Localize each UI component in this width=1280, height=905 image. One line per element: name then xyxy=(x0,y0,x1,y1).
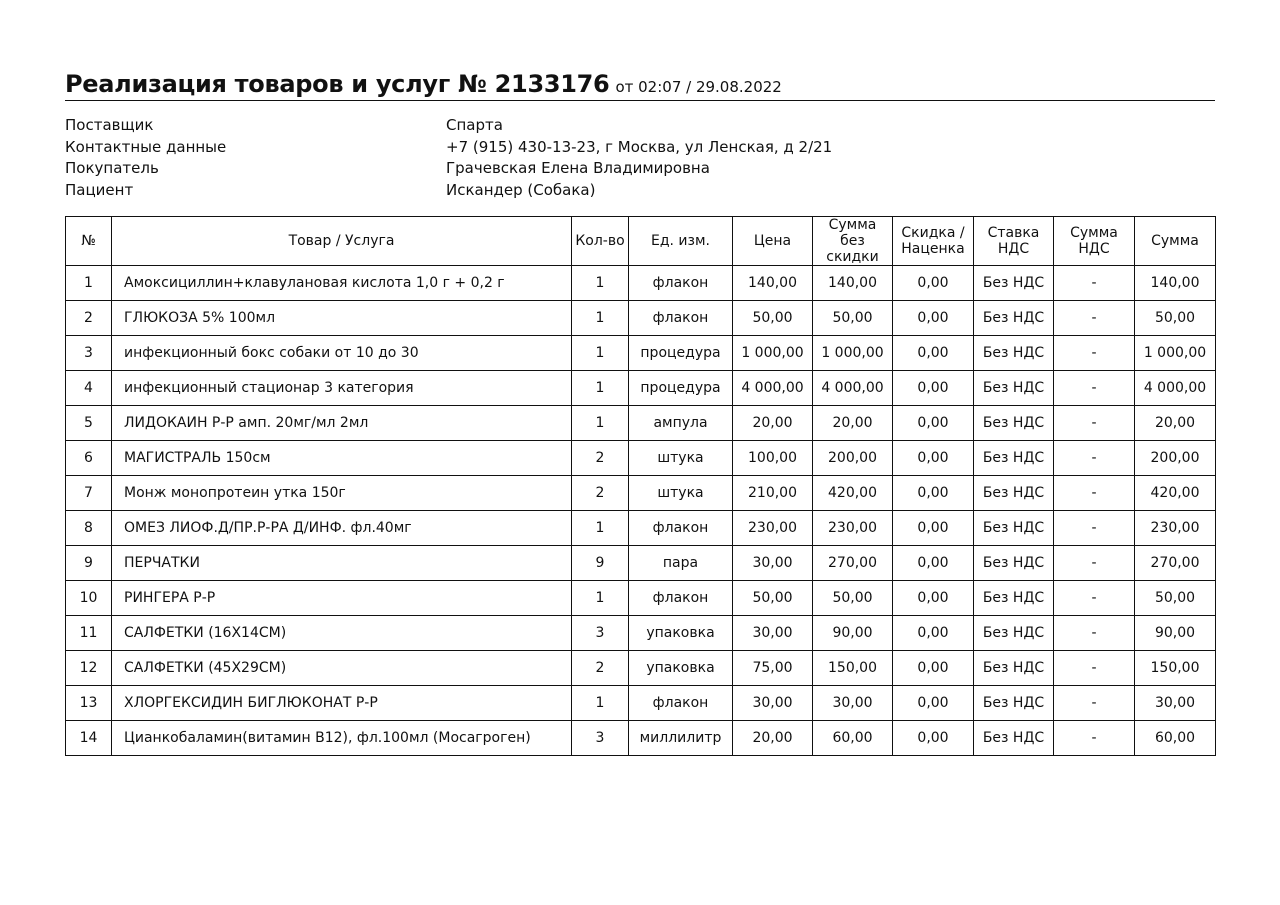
table-cell: 30,00 xyxy=(733,546,813,581)
table-cell: Без НДС xyxy=(974,371,1054,406)
table-cell: 0,00 xyxy=(893,441,974,476)
table-cell: 2 xyxy=(572,441,629,476)
info-label: Покупатель xyxy=(65,159,159,177)
table-cell: 30,00 xyxy=(733,616,813,651)
table-cell: - xyxy=(1054,336,1135,371)
table-cell: 12 xyxy=(66,651,112,686)
table-cell: 1 xyxy=(572,266,629,301)
table-body xyxy=(66,266,1216,756)
table-cell: 7 xyxy=(66,476,112,511)
info-row-buyer xyxy=(65,158,1215,180)
table-cell: 50,00 xyxy=(733,581,813,616)
table-row xyxy=(66,686,1216,721)
table-cell: 90,00 xyxy=(1135,616,1216,651)
info-row-supplier xyxy=(65,115,1215,137)
table-cell: РИНГЕРА Р-Р xyxy=(112,581,572,616)
items-table xyxy=(65,216,1216,756)
info-row-contacts xyxy=(65,137,1215,159)
table-cell: 14 xyxy=(66,721,112,756)
table-cell: Без НДС xyxy=(974,301,1054,336)
table-row xyxy=(66,371,1216,406)
table-cell: 0,00 xyxy=(893,476,974,511)
table-cell: 0,00 xyxy=(893,406,974,441)
table-cell: 1 xyxy=(572,406,629,441)
table-cell: флакон xyxy=(629,581,733,616)
table-cell: 2 xyxy=(66,301,112,336)
table-cell: 50,00 xyxy=(813,301,893,336)
table-cell: ПЕРЧАТКИ xyxy=(112,546,572,581)
table-cell: 50,00 xyxy=(813,581,893,616)
table-cell: 0,00 xyxy=(893,651,974,686)
table-cell: 30,00 xyxy=(733,686,813,721)
table-cell: Без НДС xyxy=(974,511,1054,546)
document-title: Реализация товаров и услуг № 2133176 xyxy=(65,70,610,98)
table-cell: 1 xyxy=(66,266,112,301)
table-cell: флакон xyxy=(629,301,733,336)
info-value: Спарта xyxy=(446,116,503,134)
info-value: Искандер (Собака) xyxy=(446,180,596,199)
table-cell: 270,00 xyxy=(813,546,893,581)
table-cell: 50,00 xyxy=(1135,581,1216,616)
table-cell: флакон xyxy=(629,686,733,721)
table-cell: флакон xyxy=(629,266,733,301)
table-cell: 150,00 xyxy=(1135,651,1216,686)
table-cell: 9 xyxy=(572,546,629,581)
table-cell: - xyxy=(1054,581,1135,616)
table-cell: Без НДС xyxy=(974,406,1054,441)
table-cell: - xyxy=(1054,546,1135,581)
table-cell: - xyxy=(1054,301,1135,336)
table-cell: 150,00 xyxy=(813,651,893,686)
table-cell: 75,00 xyxy=(733,651,813,686)
table-cell: 420,00 xyxy=(813,476,893,511)
table-cell: 5 xyxy=(66,406,112,441)
table-row xyxy=(66,476,1216,511)
document-header xyxy=(65,70,1215,100)
table-cell: 1 xyxy=(572,301,629,336)
table-cell: - xyxy=(1054,721,1135,756)
table-cell: Без НДС xyxy=(974,651,1054,686)
table-cell: 1 xyxy=(572,511,629,546)
column-header: Сумма НДС xyxy=(1054,217,1135,266)
table-row xyxy=(66,336,1216,371)
document-date: от 02:07 / 29.08.2022 xyxy=(615,78,782,96)
table-cell: инфекционный стационар 3 категория xyxy=(112,371,572,406)
table-cell: Без НДС xyxy=(974,686,1054,721)
table-cell: штука xyxy=(629,441,733,476)
table-cell: 1 xyxy=(572,371,629,406)
table-cell: 8 xyxy=(66,511,112,546)
table-cell: - xyxy=(1054,406,1135,441)
table-cell: Без НДС xyxy=(974,336,1054,371)
table-cell: 1 000,00 xyxy=(733,336,813,371)
table-row xyxy=(66,406,1216,441)
table-cell: - xyxy=(1054,371,1135,406)
table-cell: Амоксициллин+клавулановая кислота 1,0 г + 0,2 г xyxy=(112,266,572,301)
table-header-row xyxy=(66,217,1216,266)
table-cell: Без НДС xyxy=(974,546,1054,581)
table-cell: 140,00 xyxy=(733,266,813,301)
table-row xyxy=(66,511,1216,546)
table-cell: - xyxy=(1054,266,1135,301)
info-label: Контактные данные xyxy=(65,137,227,156)
column-header: Сумма без скидки xyxy=(813,217,893,266)
table-cell: 20,00 xyxy=(813,406,893,441)
table-cell: 0,00 xyxy=(893,616,974,651)
table-cell: 0,00 xyxy=(893,336,974,371)
table-cell: 230,00 xyxy=(1135,511,1216,546)
table-cell: Без НДС xyxy=(974,476,1054,511)
table-cell: 1 000,00 xyxy=(813,336,893,371)
table-cell: - xyxy=(1054,441,1135,476)
table-cell: 2 xyxy=(572,476,629,511)
table-cell: 20,00 xyxy=(733,721,813,756)
table-cell: штука xyxy=(629,476,733,511)
table-cell: 60,00 xyxy=(813,721,893,756)
table-cell: 60,00 xyxy=(1135,721,1216,756)
table-cell: МАГИСТРАЛЬ 150см xyxy=(112,441,572,476)
table-cell: 420,00 xyxy=(1135,476,1216,511)
table-cell: пара xyxy=(629,546,733,581)
column-header: Скидка / Наценка xyxy=(893,217,974,266)
table-cell: Цианкобаламин(витамин B12), фл.100мл (Мосагроген) xyxy=(112,721,572,756)
info-block xyxy=(65,115,1215,201)
table-row xyxy=(66,616,1216,651)
table-row xyxy=(66,441,1216,476)
table-cell: - xyxy=(1054,511,1135,546)
table-cell: ХЛОРГЕКСИДИН БИГЛЮКОНАТ Р-Р xyxy=(112,686,572,721)
table-cell: 0,00 xyxy=(893,686,974,721)
table-cell: 1 xyxy=(572,336,629,371)
table-cell: 1 xyxy=(572,581,629,616)
table-cell: Без НДС xyxy=(974,266,1054,301)
table-cell: ЛИДОКАИН Р-Р амп. 20мг/мл 2мл xyxy=(112,406,572,441)
info-value: Грачевская Елена Владимировна xyxy=(446,159,710,177)
table-cell: 2 xyxy=(572,651,629,686)
table-row xyxy=(66,651,1216,686)
table-cell: 0,00 xyxy=(893,581,974,616)
table-cell: 30,00 xyxy=(813,686,893,721)
table-cell: 100,00 xyxy=(733,441,813,476)
table-cell: 4 000,00 xyxy=(813,371,893,406)
column-header: Цена xyxy=(733,217,813,266)
table-cell: - xyxy=(1054,616,1135,651)
table-cell: флакон xyxy=(629,511,733,546)
column-header: Сумма xyxy=(1135,217,1216,266)
table-row xyxy=(66,721,1216,756)
table-row xyxy=(66,581,1216,616)
table-cell: 140,00 xyxy=(1135,266,1216,301)
table-row xyxy=(66,546,1216,581)
header-divider xyxy=(65,100,1215,101)
table-cell: 270,00 xyxy=(1135,546,1216,581)
info-value: +7 (915) 430-13-23, г Москва, ул Ленская, д 2/21 xyxy=(446,137,833,156)
table-cell: 200,00 xyxy=(813,441,893,476)
table-cell: 0,00 xyxy=(893,721,974,756)
column-header: Ед. изм. xyxy=(629,217,733,266)
table-cell: 20,00 xyxy=(1135,406,1216,441)
table-cell: процедура xyxy=(629,371,733,406)
table-cell: 200,00 xyxy=(1135,441,1216,476)
table-cell: Монж монопротеин утка 150г xyxy=(112,476,572,511)
table-cell: 0,00 xyxy=(893,301,974,336)
table-row xyxy=(66,266,1216,301)
table-cell: - xyxy=(1054,476,1135,511)
table-cell: миллилитр xyxy=(629,721,733,756)
table-cell: 1 000,00 xyxy=(1135,336,1216,371)
table-cell: упаковка xyxy=(629,651,733,686)
info-row-patient xyxy=(65,180,1215,202)
table-cell: 30,00 xyxy=(1135,686,1216,721)
table-cell: 4 000,00 xyxy=(1135,371,1216,406)
table-cell: САЛФЕТКИ (16Х14СМ) xyxy=(112,616,572,651)
table-cell: ГЛЮКОЗА 5% 100мл xyxy=(112,301,572,336)
table-cell: 50,00 xyxy=(1135,301,1216,336)
table-cell: 3 xyxy=(66,336,112,371)
table-cell: 210,00 xyxy=(733,476,813,511)
table-cell: 1 xyxy=(572,686,629,721)
table-cell: 0,00 xyxy=(893,371,974,406)
table-cell: процедура xyxy=(629,336,733,371)
table-cell: Без НДС xyxy=(974,721,1054,756)
table-cell: - xyxy=(1054,651,1135,686)
table-cell: 0,00 xyxy=(893,266,974,301)
table-cell: САЛФЕТКИ (45Х29СМ) xyxy=(112,651,572,686)
table-cell: Без НДС xyxy=(974,581,1054,616)
table-cell: - xyxy=(1054,686,1135,721)
table-cell: 4 xyxy=(66,371,112,406)
table-cell: 6 xyxy=(66,441,112,476)
table-row xyxy=(66,301,1216,336)
table-cell: упаковка xyxy=(629,616,733,651)
column-header: Товар / Услуга xyxy=(112,217,572,266)
table-cell: 9 xyxy=(66,546,112,581)
table-cell: 3 xyxy=(572,616,629,651)
table-cell: 140,00 xyxy=(813,266,893,301)
column-header: Ставка НДС xyxy=(974,217,1054,266)
info-label: Поставщик xyxy=(65,116,154,134)
table-cell: 20,00 xyxy=(733,406,813,441)
table-cell: Без НДС xyxy=(974,441,1054,476)
table-cell: инфекционный бокс собаки от 10 до 30 xyxy=(112,336,572,371)
info-label: Пациент xyxy=(65,180,134,199)
table-cell: 50,00 xyxy=(733,301,813,336)
table-cell: 230,00 xyxy=(813,511,893,546)
table-cell: ОМЕЗ ЛИОФ.Д/ПР.Р-РА Д/ИНФ. фл.40мг xyxy=(112,511,572,546)
table-cell: 4 000,00 xyxy=(733,371,813,406)
column-header: № xyxy=(66,217,112,266)
table-cell: 13 xyxy=(66,686,112,721)
table-cell: 3 xyxy=(572,721,629,756)
table-cell: 230,00 xyxy=(733,511,813,546)
table-cell: ампула xyxy=(629,406,733,441)
table-cell: 90,00 xyxy=(813,616,893,651)
table-cell: 11 xyxy=(66,616,112,651)
table-cell: 0,00 xyxy=(893,511,974,546)
table-cell: Без НДС xyxy=(974,616,1054,651)
document xyxy=(65,70,1215,746)
table-cell: 10 xyxy=(66,581,112,616)
column-header: Кол-во xyxy=(572,217,629,266)
table-cell: 0,00 xyxy=(893,546,974,581)
